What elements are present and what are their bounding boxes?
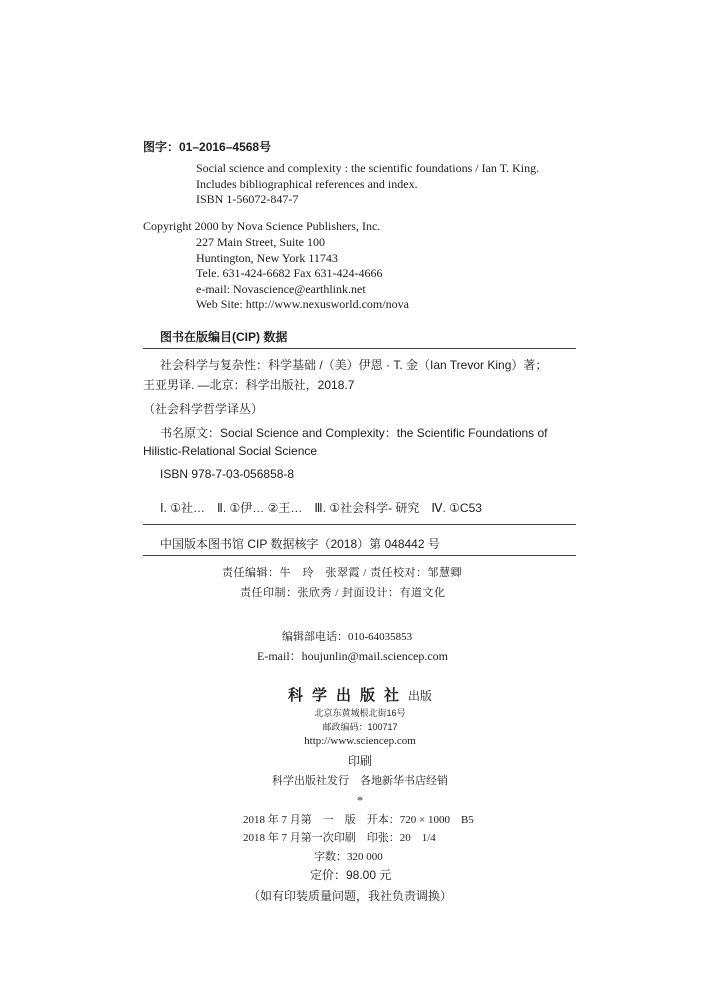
publisher-url: http://www.sciencep.com [304, 735, 416, 747]
address-email: e-mail: Novascience@earthlink.net [196, 281, 366, 296]
lc-bibliography-line: Includes bibliographical references and index. [196, 176, 418, 191]
address-website: Web Site: http://www.nexusworld.com/nova [196, 297, 409, 311]
lc-isbn-line: ISBN 1-56072-847-7 [196, 192, 299, 206]
cip-verification: 中国版本图书馆 CIP 数据核字（2018）第 048442 号 [160, 537, 440, 551]
cip-top-rule [143, 348, 576, 349]
address-phone-fax: Tele. 631-424-6682 Fax 631-424-4666 [196, 266, 383, 280]
copyright-address-block [196, 235, 409, 313]
word-count: 字数：320 000 [314, 851, 383, 863]
copyright-line: Copyright 2000 by Nova Science Publishers, Inc. [143, 219, 381, 233]
editorial-email: E-mail：houjunlin@mail.sciencep.com [257, 649, 449, 663]
address-city: Huntington, New York 11743 [196, 250, 338, 265]
quality-notice: （如有印装质量问题，我社负责调换） [248, 889, 453, 903]
cip-title-line-2: 王亚男译. —北京：科学出版社，2018.7 [143, 378, 355, 392]
cip-bottom-rule [143, 555, 576, 556]
lc-cataloging-block [196, 161, 539, 208]
cip-middle-rule [143, 524, 576, 525]
editorial-phone: 编辑部电话：010-64035853 [282, 631, 413, 643]
cip-heading: 图书在版编目(CIP) 数据 [160, 330, 288, 344]
publisher-imprint [0, 684, 720, 705]
publisher-postcode: 邮政编码：100717 [322, 722, 398, 732]
printer-label: 印刷 [347, 754, 372, 768]
cip-classification: Ⅰ. ①社… Ⅱ. ①伊… ②王… Ⅲ. ①社会科学- 研究 Ⅳ. ①C53 [160, 501, 482, 515]
cip-title-line-1: 社会科学与复杂性：科学基础 /（美）伊恩 · T. 金（Ian Trevor King）著； [160, 358, 548, 372]
cip-original-title-line-2: Hilistic-Relational Social Science [143, 444, 318, 458]
staff-production: 责任印制：张欣秀 / 封面设计：有道文化 [240, 587, 446, 599]
publisher-suffix: 出版 [408, 689, 433, 703]
lc-title-line: Social science and complexity : the scientific foundations / Ian T. King. [196, 161, 540, 175]
impression-line: 2018 年 7 月第一次印刷 印张：20 1/4 [243, 832, 436, 844]
distribution-line: 科学出版社发行 各地新华书店经销 [272, 775, 448, 787]
staff-editors: 责任编辑：牛 玲 张翠霞 / 责任校对：邹慧卿 [222, 567, 463, 579]
cip-isbn: ISBN 978-7-03-056858-8 [160, 467, 295, 481]
price: 定价：98.00 元 [310, 868, 392, 882]
address-street: 227 Main Street, Suite 100 [196, 235, 325, 249]
cip-series: （社会科学哲学译丛） [143, 402, 264, 416]
cip-original-title-line-1: 书名原文：Social Science and Complexity：the Scientific Foundations of [160, 426, 548, 440]
publisher-address: 北京东黄城根北街16号 [314, 708, 406, 718]
registration-number: 图字：01–2016–4568号 [143, 140, 272, 154]
edition-line: 2018 年 7 月第 一 版 开本：720 × 1000 B5 [243, 814, 474, 826]
section-separator: * [357, 793, 363, 807]
publisher-name: 科学出版社 [287, 686, 408, 704]
